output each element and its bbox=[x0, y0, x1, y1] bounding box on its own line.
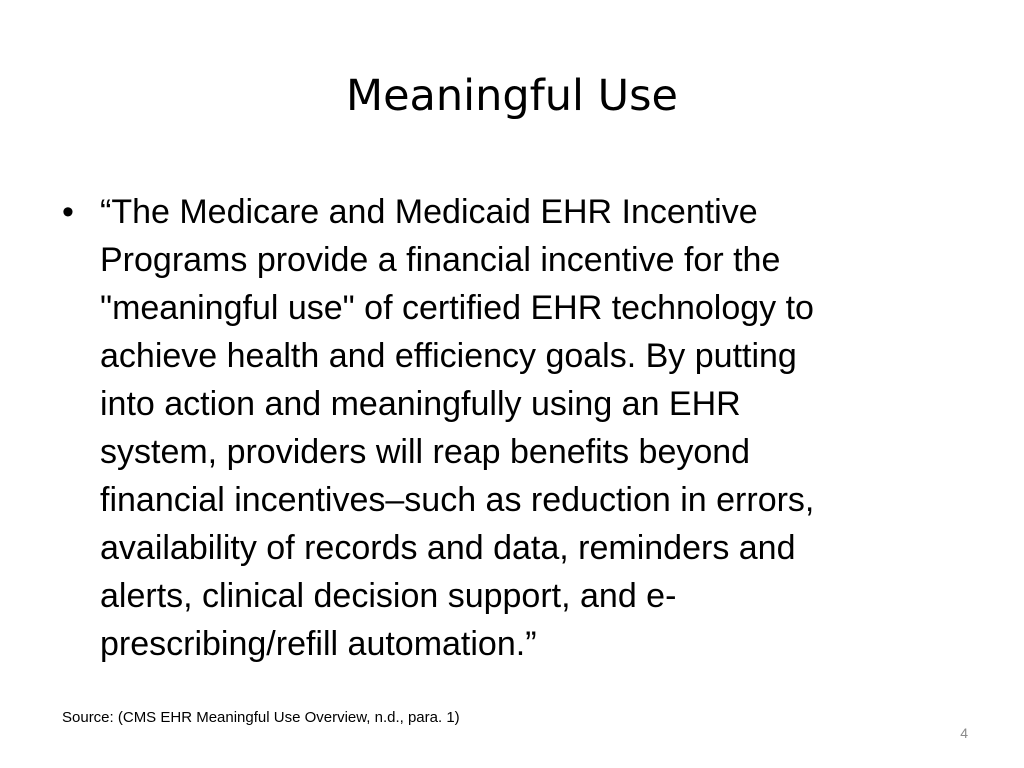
source-citation: Source: (CMS EHR Meaningful Use Overview, n.d., para. 1) bbox=[62, 709, 460, 726]
bullet-marker: • bbox=[62, 193, 74, 231]
bullet-list bbox=[60, 188, 960, 668]
slide-title: Meaningful Use bbox=[346, 71, 678, 121]
bullet-text: “The Medicare and Medicaid EHR Incentive Programs provide a financial incentive for the "meaningful use" of certified EHR technology to achieve health and efficiency goals. By putting into action and meaningfully using an EHR system, providers will reap benefits beyond financial incentives–such as reduction in errors, availability of records and data, reminders and alerts, clinical decision support, and e- prescribing/refill automation.” bbox=[100, 193, 815, 663]
page-number: 4 bbox=[960, 725, 968, 741]
bullet-item bbox=[60, 188, 960, 668]
